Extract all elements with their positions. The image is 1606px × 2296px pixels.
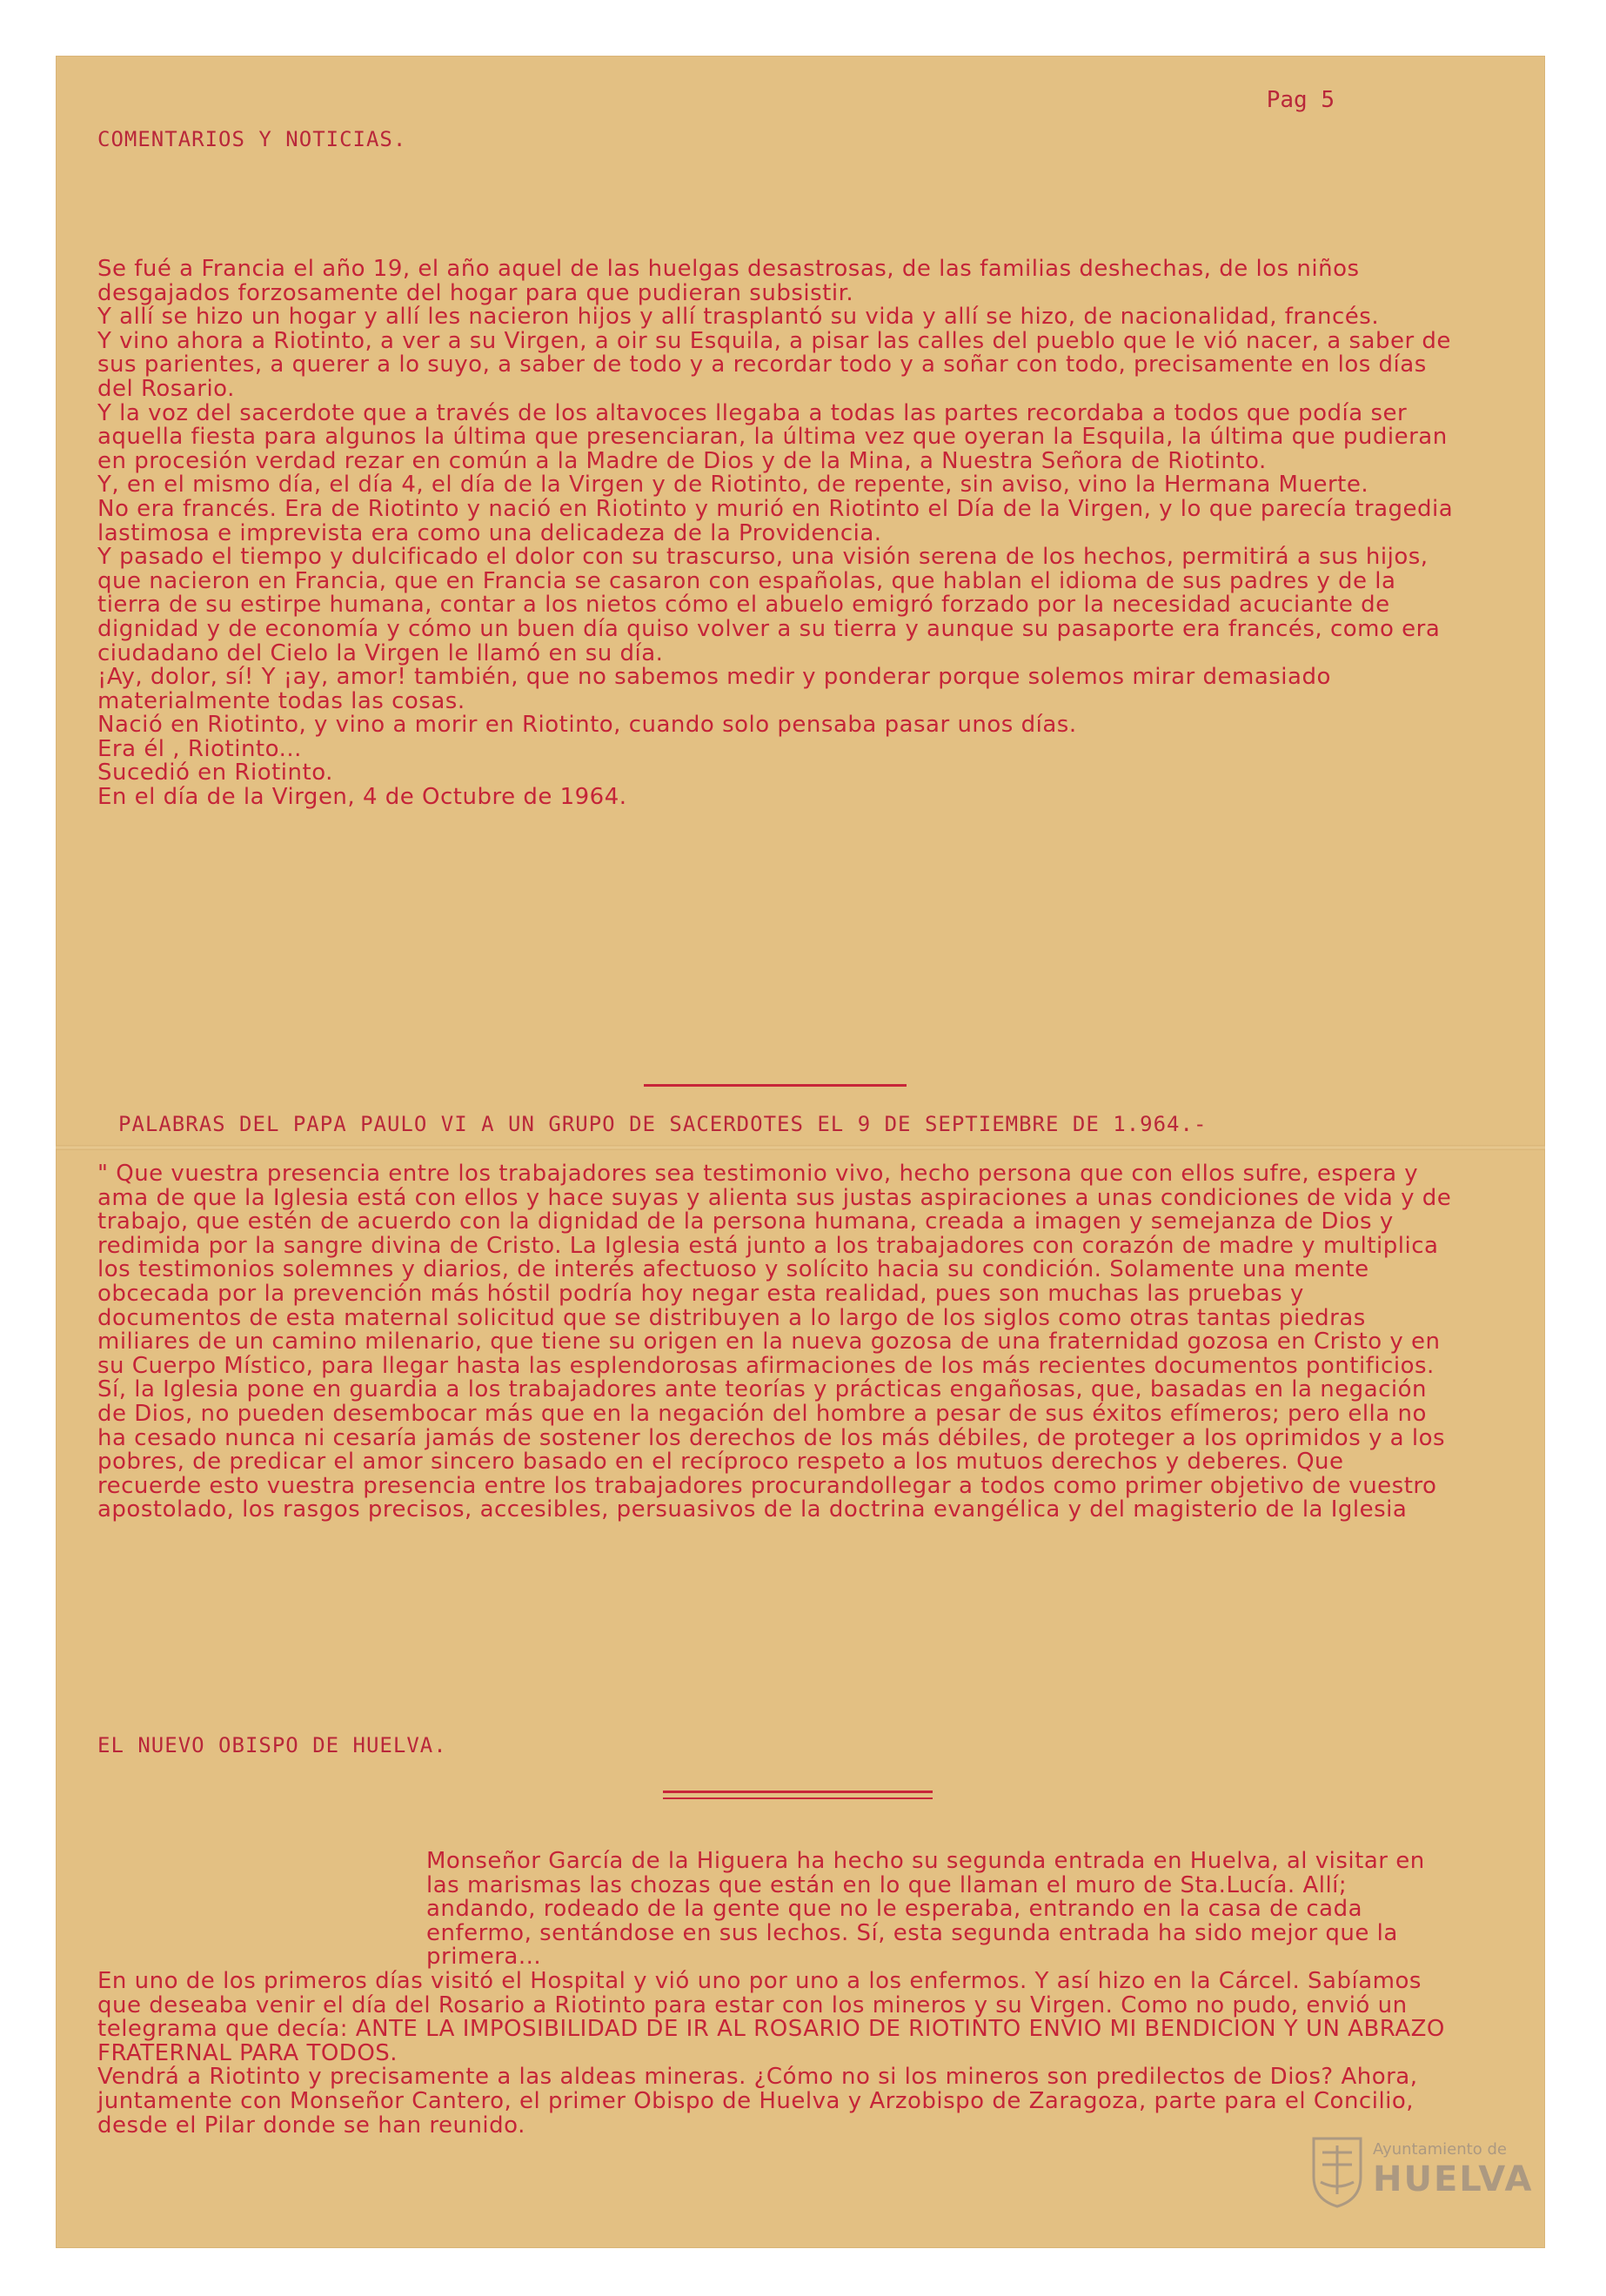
paragraph: En el día de la Virgen, 4 de Octubre de 1964.: [97, 784, 627, 811]
paragraph: Nació en Riotinto, y vino a morir en Riotinto, cuando solo pensaba pasar unos días.: [97, 712, 1077, 739]
section-divider-double-bottom: [663, 1797, 933, 1799]
page-fold: [56, 1145, 1545, 1150]
page-number: Pag 5: [1266, 87, 1335, 113]
paragraph: " Que vuestra presencia entre los trabajadores sea testimonio vivo, hecho persona que con ellos sufre, espera y ama de que la Iglesia está con ellos y hace suyas y alienta sus justas aspiraciones a unas condiciones de vida y de trabajo, que estén de acuerdo con la dignidad de la persona humana, creada a imagen y semejanza de Dios y redimida por la sangre divina de Cristo. La Iglesia está junto a los trabajadores con corazón de madre y multiplica los testimonios solemnes y diarios, de interés afectuoso y solícito hacia su condición. Solamente una mente obcecada por la prevención más hóstil podría hoy negar esta realidad, pues son muchas las pruebas y documentos de esta maternal solicitud que se distribuyen a lo largo de los siglos como otras tantas piedras miliares de un camino milenario, que tiene su origen en la nueva gozosa de una fraternidad gozosa en Cristo y en su Cuerpo Místico, para llegar hasta las esplendorosas afirmaciones de los más recientes documentos pontificios. Sí, la Iglesia pone en guardia a los trabajadores ante teorías y prácticas engañosas, que, basadas en la negación de Dios, no pueden desembocar más que en la negación del hombre a pesar de sus éxitos efímeros; pero ella no ha cesado nunca ni cesaría jamás de sostener los derechos de los más débiles, de proteger a los oprimidos y a los pobres, de predicar el amor sincero basado en el recíproco respeto a los mutuos derechos y deberes. Que recuerde esto vuestra presencia entre los trabajadores procurandollegar a todos como primer objetivo de vuestro apostolado, los rasgos precisos, accesibles, persuasivos de la doctrina evangélica y del magisterio de la Iglesia: [97, 1161, 1452, 1523]
paragraph: Se fué a Francia el año 19, el año aquel de las huelgas desastrosas, de las familias deshechas, de los niños desgajados forzosamente del hogar para que pudieran subsistir.: [97, 256, 1360, 306]
archive-watermark: [1310, 2133, 1534, 2212]
paragraph: Monseñor García de la Higuera ha hecho su segunda entrada en Huelva, al visitar en las marismas las chozas que están en lo que llaman el muro de Sta.Lucía. Allí; andando, rodeado de la gente que no le esperaba, entrando en la casa de cada enfermo, sentándose en sus lechos. Sí, esta segunda entrada ha sido mejor que la primera...: [426, 1848, 1425, 1971]
paragraph: Y la voz del sacerdote que a través de los altavoces llegaba a todas las partes recordaba a todos que podía ser aquella fiesta para algunos la última que presenciaran, la última vez que oyeran la Esquila, la última que pudieran en procesión verdad rezar en común a la Madre de Dios y de la Mina, a Nuestra Señora de Riotinto.: [97, 399, 1448, 474]
article-title-obispo: EL NUEVO OBISPO DE HUELVA.: [97, 1733, 447, 1757]
paragraph: ¡Ay, dolor, sí! Y ¡ay, amor! también, que no sabemos medir y ponderar porque solemos mirar demasiado materialmente todas las cosas.: [97, 664, 1331, 714]
coat-of-arms-icon: [1310, 2133, 1364, 2208]
paragraph: Y, en el mismo día, el día 4, el día de la Virgen y de Riotinto, de repente, sin aviso, vino la Hermana Muerte.: [97, 472, 1369, 499]
page-header: [97, 87, 1437, 157]
paragraph: Vendrá a Riotinto y precisamente a las aldeas mineras. ¿Cómo no si los mineros son predilectos de Dios? Ahora, juntamente con Monseñor Cantero, el primer Obispo de Huelva y Arzobispo de Zaragoza, parte para el Concilio, desde el Pilar donde se han reunido.: [97, 2064, 1418, 2139]
section-divider: [644, 1084, 907, 1087]
article-riotinto: [97, 258, 1455, 810]
section-title: COMENTARIOS Y NOTICIAS.: [97, 127, 407, 151]
paragraph: Era él , Riotinto...: [97, 735, 302, 762]
article-papa: [97, 1162, 1455, 1523]
paragraph: No era francés. Era de Riotinto y nació en Riotinto y murió en Riotinto el Día de la Virgen, y lo que parecía tragedia lastimosa e imprevista era como una delicadeza de la Providencia.: [97, 495, 1454, 546]
section-divider-double-top: [663, 1791, 933, 1793]
watermark-line1: Ayuntamiento de: [1373, 2140, 1507, 2159]
paragraph: Sucedió en Riotinto.: [97, 760, 333, 787]
article-obispo: [97, 1850, 1455, 2138]
paragraph: En uno de los primeros días visitó el Hospital y vió uno por uno a los enfermos. Y así hizo en la Cárcel. Sabíamos que deseaba venir el día del Rosario a Riotinto para estar con los mineros y su Virgen. Como no pudo, envió un telegrama que decía: ANTE LA IMPOSIBILIDAD DE IR AL ROSARIO DE RIOTINTO ENVIO MI BENDICION Y UN ABRAZO FRATERNAL PARA TODOS.: [97, 1967, 1445, 2066]
paragraph: Y pasado el tiempo y dulcificado el dolor con su trascurso, una visión serena de los hechos, permitirá a sus hijos, que nacieron en Francia, que en Francia se casaron con españolas, que hablan el idioma de sus padres y de la tierra de su estirpe humana, contar a los nietos cómo el abuelo emigró forzado por la necesidad acuciante de dignidad y de economía y cómo un buen día quiso volver a su tierra y aunque su pasaporte era francés, como era ciudadano del Cielo la Virgen le llamó en su día.: [97, 544, 1441, 666]
paragraph: Y vino ahora a Riotinto, a ver a su Virgen, a oir su Esquila, a pisar las calles del pueblo que le vió nacer, a saber de sus parientes, a querer a lo suyo, a saber de todo y a recordar todo y a soñar con todo, precisamente en los días del Rosario.: [97, 327, 1451, 402]
article-title-papa: PALABRAS DEL PAPA PAULO VI A UN GRUPO DE SACERDOTES EL 9 DE SEPTIEMBRE DE 1.964.-: [118, 1112, 1208, 1136]
watermark-line2: HUELVA: [1373, 2159, 1534, 2199]
paragraph: Y allí se hizo un hogar y allí les nacieron hijos y allí trasplantó su vida y allí se hizo, de nacionalidad, francés.: [97, 304, 1380, 331]
